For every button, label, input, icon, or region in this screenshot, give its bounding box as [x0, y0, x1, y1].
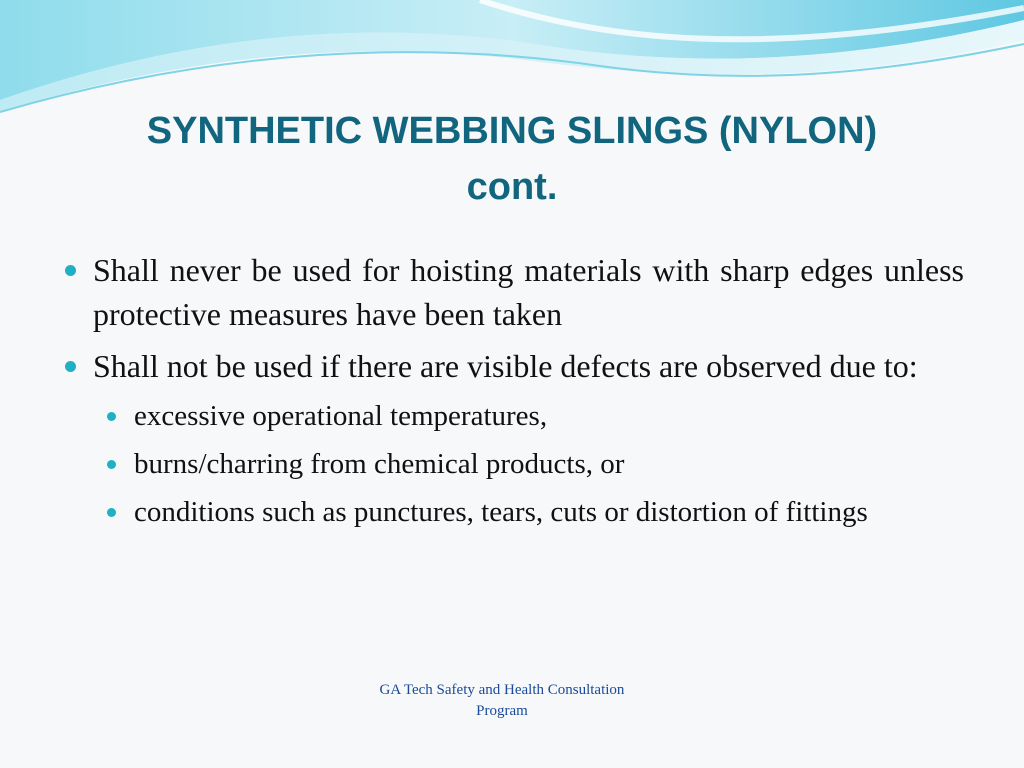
bullet-item [60, 344, 964, 388]
slide-title-line-1: SYNTHETIC WEBBING SLINGS (NYLON) [146, 110, 878, 152]
bullet-text: Shall not be used if there are visible defects are observed due to: [93, 348, 918, 384]
footer-line-1: GA Tech Safety and Health Consultation [379, 682, 625, 698]
sub-bullet-text: excessive operational temperatures, [134, 400, 548, 432]
slide-content [60, 248, 964, 540]
bullet-dot-icon [65, 361, 76, 372]
sub-bullet-dot-icon [107, 460, 116, 469]
bullet-dot-icon [65, 265, 76, 276]
slide-title-line-2: cont. [466, 166, 558, 208]
sub-bullet-dot-icon [107, 412, 116, 421]
sub-bullet-text: conditions such as punctures, tears, cuts or distortion of fittings [134, 496, 868, 528]
footer-line-2: Program [476, 703, 528, 719]
sub-bullet-item [60, 492, 964, 532]
sub-bullet-text: burns/charring from chemical products, or [134, 448, 625, 480]
bullet-text: Shall never be used for hoisting materials with sharp edges unless protective measures have been taken [93, 252, 964, 332]
bullet-item [60, 248, 964, 336]
sub-bullet-item [60, 444, 964, 484]
slide-title [60, 103, 964, 215]
slide-footer [342, 680, 662, 722]
sub-bullet-item [60, 396, 964, 436]
sub-bullet-dot-icon [107, 508, 116, 517]
